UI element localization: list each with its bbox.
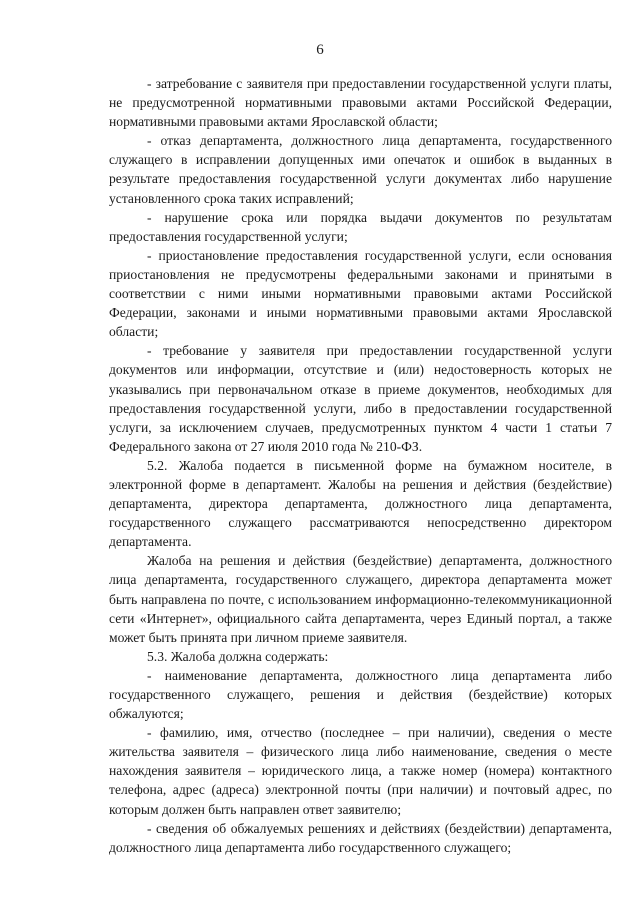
- document-body: [109, 74, 612, 857]
- paragraph-5-2: 5.2. Жалоба подается в письменной форме на бумажном носителе, в электронной форме в департамент. Жалобы на решения и действия (бездействие) департамента, директора департамента, должностного лица департамента, государственного служащего рассматриваются непосредственно директором департамента.: [109, 457, 612, 550]
- list-item-department-name: - наименование департамента, должностного лица департамента либо государственного служащего, решения и действия (бездействие) которых обжалуются;: [109, 667, 612, 722]
- list-item-applicant-details: - фамилию, имя, отчество (последнее – при наличии), сведения о месте жительства заявителя – физического лица либо наименование, сведения о месте нахождения заявителя – юридического лица, а также номер (номера) контактного телефона, адрес (адреса) электронной почты (при наличии) и почтовый адрес, по которым должен быть направлен ответ заявителю;: [109, 725, 612, 817]
- list-item-document-requirement: - требование у заявителя при предоставлении государственной услуги документов или информации, отсутствие и (или) недостоверность которых не указывались при первоначальном отказе в приеме документов, необходимых для предоставления государственной услуги, либо в предоставлении государственной услуги, за исключением случаев, предусмотренных пунктом 4 части 1 статьи 7 Федерального закона от 27 июля 2010 года № 210-ФЗ.: [109, 343, 612, 454]
- list-item-refusal-corrections: - отказ департамента, должностного лица департамента, государственного служащего в исправлении допущенных ими опечаток и ошибок в выданных в результате предоставления государственной услуги документах либо нарушение установленного срока таких исправлений;: [109, 133, 612, 206]
- list-item-suspension: - приостановление предоставления государственной услуги, если основания приостановления не предусмотрены федеральными законами и принятыми в соответствии с ними иными нормативными правовыми актами Российской Федерации, законами и иными нормативными правовыми актами Ярославской области;: [109, 247, 612, 340]
- list-item-fee-demand: - затребование с заявителя при предоставлении государственной услуги платы, не предусмотренной нормативными правовыми актами Российской Федерации, нормативными правовыми актами Ярославской области;: [109, 76, 612, 130]
- list-item-appealed-decisions: - сведения об обжалуемых решениях и действиях (бездействии) департамента, должностного лица департамента либо государственного служащего;: [109, 820, 612, 855]
- paragraph-5-3: 5.3. Жалоба должна содержать:: [147, 648, 329, 664]
- paragraph-complaint-channels: Жалоба на решения и действия (бездействие) департамента, должностного лица департамента, государственного служащего, директора департамента может быть направлена по почте, с использованием информационно-телекоммуникационной сети «Интернет», официального сайта департамента, через Единый портал, а также может быть принята при личном приеме заявителя.: [109, 553, 612, 645]
- page-number: 6: [316, 42, 324, 58]
- list-item-deadline-violation: - нарушение срока или порядка выдачи документов по результатам предоставления государственной услуги;: [109, 209, 612, 244]
